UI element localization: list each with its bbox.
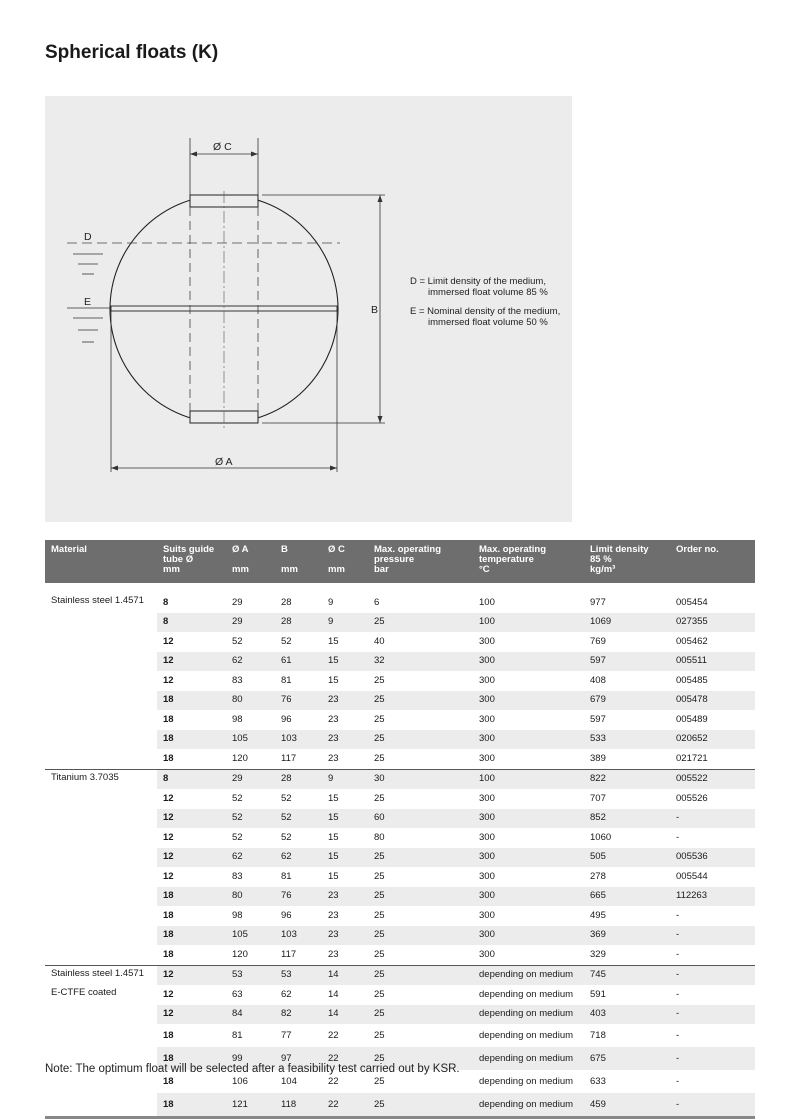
table-cell: 23: [328, 948, 339, 960]
table-cell: 30: [368, 769, 473, 789]
table-cell: 62: [281, 988, 292, 1000]
table-cell: 104: [281, 1075, 297, 1087]
table-cell: 18: [163, 909, 174, 921]
column-header: Max. operating temperature °C: [473, 540, 584, 583]
table-cell: 597: [584, 652, 670, 672]
table-cell: -: [670, 1093, 755, 1118]
table-cell: 15: [322, 809, 368, 829]
table-body: [45, 583, 755, 1118]
label-d: D: [84, 231, 92, 243]
material-cell: [45, 887, 157, 907]
table-row: [45, 809, 755, 829]
table-cell: depending on medium: [473, 965, 584, 985]
table-row: [45, 632, 755, 652]
table-cell: 665: [584, 887, 670, 907]
table-cell: 96: [281, 909, 292, 921]
table-cell: 52: [275, 809, 322, 829]
material-cell: [45, 926, 157, 946]
table-cell: 117: [281, 948, 297, 960]
table-cell: 14: [322, 1005, 368, 1025]
table-cell: 25: [374, 870, 385, 882]
table-cell: 62: [226, 652, 275, 672]
table-row: [45, 848, 755, 868]
table-cell: 25: [368, 691, 473, 711]
column-header: Limit density 85 % kg/m³: [584, 540, 670, 583]
table-cell: 22: [322, 1047, 368, 1070]
table-cell: 597: [590, 713, 606, 725]
table-cell: 12: [163, 988, 174, 1000]
table-cell: 120: [232, 948, 248, 960]
table-cell: 591: [590, 988, 606, 1000]
material-cell: [45, 1005, 157, 1025]
table-row: [45, 1005, 755, 1025]
table-cell: 300: [473, 848, 584, 868]
table-cell: 61: [275, 652, 322, 672]
table-cell: 15: [328, 792, 339, 804]
table-cell: 300: [479, 674, 495, 686]
table-cell: 12: [163, 635, 174, 647]
table-row: [45, 671, 755, 691]
table-cell: depending on medium: [479, 988, 574, 1000]
table-cell: 769: [590, 635, 606, 647]
table-cell: 52: [281, 635, 292, 647]
table-cell: 18: [163, 1029, 174, 1041]
table-cell: 25: [374, 674, 385, 686]
table-cell: 76: [275, 691, 322, 711]
table-cell: 23: [328, 752, 339, 764]
table-cell: 80: [226, 887, 275, 907]
column-header: Max. operating pressure bar: [368, 540, 473, 583]
table-cell: 52: [226, 809, 275, 829]
label-e: E: [84, 296, 92, 308]
table-cell: 77: [281, 1029, 292, 1041]
table-row: [45, 1024, 755, 1047]
table-cell: 62: [226, 848, 275, 868]
table-cell: 18: [157, 1093, 226, 1118]
table-cell: 12: [157, 965, 226, 985]
table-row: [45, 593, 755, 613]
table-cell: 63: [232, 988, 243, 1000]
table-cell: 18: [163, 948, 174, 960]
table-cell: 112263: [670, 887, 755, 907]
material-cell: [45, 691, 157, 711]
table-cell: 52: [232, 831, 243, 843]
label-c: Ø C: [213, 141, 232, 153]
table-cell: 29: [232, 596, 243, 608]
table-cell: 28: [275, 769, 322, 789]
table-cell: 18: [157, 926, 226, 946]
table-cell: 9: [322, 613, 368, 633]
table-cell: 25: [374, 1075, 385, 1087]
material-cell: [45, 652, 157, 672]
material-cell: [45, 828, 157, 848]
table-cell: 25: [374, 988, 385, 1000]
table-cell: 25: [368, 1005, 473, 1025]
table-cell: 105: [226, 730, 275, 750]
table-cell: 25: [368, 848, 473, 868]
material-cell: Stainless steel 1.4571: [51, 595, 144, 606]
table-cell: 23: [322, 926, 368, 946]
table-cell: 52: [281, 831, 292, 843]
table-cell: 25: [368, 730, 473, 750]
footnote: Note: The optimum float will be selected after a feasibility test carried out by KSR.: [45, 1063, 460, 1075]
table-cell: 23: [328, 909, 339, 921]
table-cell: depending on medium: [473, 1005, 584, 1025]
table-cell: 81: [281, 674, 292, 686]
table-row: [45, 789, 755, 809]
table-cell: 15: [322, 652, 368, 672]
column-header: Material: [45, 540, 157, 583]
table-cell: 100: [473, 613, 584, 633]
column-header: Ø A mm: [226, 540, 275, 583]
table-row: [45, 1093, 755, 1118]
table-cell: -: [676, 988, 680, 1000]
table-cell: 28: [275, 613, 322, 633]
table-cell: depending on medium: [479, 1029, 574, 1041]
table-cell: 300: [473, 730, 584, 750]
table-cell: 12: [163, 870, 174, 882]
table-cell: 25: [374, 948, 385, 960]
material-cell: [45, 945, 157, 965]
table-cell: 100: [479, 596, 495, 608]
table-cell: 12: [163, 831, 174, 843]
table-cell: -: [676, 1029, 680, 1041]
table-cell: 97: [275, 1047, 322, 1070]
table-cell: 15: [328, 635, 339, 647]
table-cell: 80: [374, 831, 385, 843]
table-cell: 53: [275, 965, 322, 985]
table-row: [45, 906, 755, 926]
table-cell: 98: [232, 909, 243, 921]
table-cell: 76: [275, 887, 322, 907]
table-cell: 8: [157, 769, 226, 789]
material-cell: [45, 867, 157, 887]
table-cell: 005544: [676, 870, 708, 882]
table-cell: -: [670, 1047, 755, 1070]
table-row: [45, 749, 755, 769]
table-cell: 505: [584, 848, 670, 868]
table-cell: 15: [322, 848, 368, 868]
table-cell: 300: [479, 792, 495, 804]
table-cell: 977: [590, 596, 606, 608]
table-cell: -: [670, 926, 755, 946]
table-cell: 369: [584, 926, 670, 946]
material-cell: [45, 809, 157, 829]
table-cell: 329: [590, 948, 606, 960]
table-cell: 459: [584, 1093, 670, 1118]
table-cell: 005478: [670, 691, 755, 711]
table-cell: 99: [226, 1047, 275, 1070]
table-cell: 389: [590, 752, 606, 764]
table-cell: -: [670, 809, 755, 829]
table-cell: 707: [590, 792, 606, 804]
table-cell: 83: [232, 674, 243, 686]
table-cell: 005462: [676, 635, 708, 647]
table-cell: 005485: [676, 674, 708, 686]
table-row: [45, 730, 755, 750]
table-cell: 12: [157, 1005, 226, 1025]
table-cell: 106: [232, 1075, 248, 1087]
table-row: [45, 965, 755, 985]
table-cell: 300: [479, 752, 495, 764]
table-cell: 300: [473, 926, 584, 946]
table-cell: 679: [584, 691, 670, 711]
table-cell: 18: [157, 691, 226, 711]
table-cell: 533: [584, 730, 670, 750]
table-cell: 718: [590, 1029, 606, 1041]
table-cell: 25: [368, 887, 473, 907]
table-cell: 852: [584, 809, 670, 829]
table-cell: 25: [374, 1029, 385, 1041]
column-header: Order no.: [670, 540, 755, 583]
table-cell: 005522: [670, 769, 755, 789]
table-row: [45, 985, 755, 1005]
table-row: [45, 945, 755, 965]
table-cell: 25: [368, 1093, 473, 1118]
table-cell: 9: [322, 769, 368, 789]
table-cell: -: [676, 948, 680, 960]
table-cell: 633: [590, 1075, 606, 1087]
table-cell: 84: [226, 1005, 275, 1025]
table-row: [45, 887, 755, 907]
table-cell: 005511: [670, 652, 755, 672]
table-cell: 81: [232, 1029, 243, 1041]
table-cell: 83: [232, 870, 243, 882]
table-cell: 005536: [670, 848, 755, 868]
table-cell: 80: [226, 691, 275, 711]
table-cell: 52: [232, 792, 243, 804]
table-cell: 18: [157, 730, 226, 750]
material-cell: [45, 1024, 157, 1047]
table-cell: 15: [328, 674, 339, 686]
table-cell: 117: [281, 752, 297, 764]
material-cell: [45, 613, 157, 633]
material-cell: [45, 1093, 157, 1118]
table-cell: 8: [157, 613, 226, 633]
table-cell: 23: [328, 713, 339, 725]
table-cell: 9: [328, 596, 334, 608]
table-cell: 18: [163, 1075, 174, 1087]
table-cell: 12: [157, 809, 226, 829]
table-cell: depending on medium: [479, 1075, 574, 1087]
table-cell: 23: [322, 691, 368, 711]
legend-item-e: E = Nominal density of the medium, immersed float volume 50 %: [410, 306, 561, 328]
table-cell: 60: [368, 809, 473, 829]
table-cell: -: [670, 1005, 755, 1025]
table-cell: 22: [322, 1093, 368, 1118]
table-cell: 300: [473, 887, 584, 907]
table-cell: 25: [368, 1047, 473, 1070]
table-cell: 18: [157, 1047, 226, 1070]
material-cell: E-CTFE coated: [51, 987, 117, 998]
table-cell: 25: [374, 792, 385, 804]
table-cell: 12: [163, 792, 174, 804]
table-cell: 23: [322, 730, 368, 750]
material-cell: [45, 671, 157, 691]
table-cell: 40: [374, 635, 385, 647]
table-cell: 300: [473, 691, 584, 711]
table-cell: 300: [479, 713, 495, 725]
table-cell: 121: [226, 1093, 275, 1118]
table-cell: 22: [328, 1029, 339, 1041]
table-cell: -: [676, 831, 680, 843]
table-row: [45, 691, 755, 711]
table-cell: 14: [328, 988, 339, 1000]
material-cell: Titanium 3.7035: [45, 769, 157, 789]
table-cell: 300: [479, 635, 495, 647]
page-title: Spherical floats (K): [45, 42, 219, 63]
table-cell: -: [676, 909, 680, 921]
material-cell: [45, 906, 157, 926]
table-row: [45, 613, 755, 633]
table-cell: 005489: [676, 713, 708, 725]
table-cell: 25: [368, 613, 473, 633]
table-cell: 495: [590, 909, 606, 921]
table-row: [45, 710, 755, 730]
table-cell: 100: [473, 769, 584, 789]
table-cell: 408: [590, 674, 606, 686]
table-cell: depending on medium: [473, 1093, 584, 1118]
table-cell: 98: [232, 713, 243, 725]
table-cell: 300: [473, 809, 584, 829]
table-cell: 96: [281, 713, 292, 725]
table-cell: 1060: [590, 831, 612, 843]
table-cell: 12: [157, 848, 226, 868]
table-cell: 021721: [676, 752, 708, 764]
table-cell: 300: [473, 652, 584, 672]
table-cell: 005526: [676, 792, 708, 804]
table-cell: 1069: [584, 613, 670, 633]
table-cell: 120: [232, 752, 248, 764]
table-cell: 278: [590, 870, 606, 882]
table-cell: 027355: [670, 613, 755, 633]
table-cell: 82: [275, 1005, 322, 1025]
table-cell: 25: [368, 965, 473, 985]
table-cell: 29: [226, 613, 275, 633]
table-row: [45, 652, 755, 672]
label-a: Ø A: [215, 456, 233, 468]
table-cell: 53: [226, 965, 275, 985]
diagram-legend: [410, 276, 560, 336]
table-cell: 403: [584, 1005, 670, 1025]
material-cell: [45, 749, 157, 769]
table-cell: 300: [479, 909, 495, 921]
table-cell: 52: [232, 635, 243, 647]
table-cell: 15: [328, 870, 339, 882]
table-cell: 12: [157, 652, 226, 672]
column-header: Ø C mm: [322, 540, 368, 583]
table-cell: 81: [281, 870, 292, 882]
table-cell: 18: [163, 752, 174, 764]
table-row: [45, 828, 755, 848]
table-cell: depending on medium: [473, 1047, 584, 1070]
table-cell: 25: [374, 752, 385, 764]
table-cell: 745: [584, 965, 670, 985]
table-cell: 12: [163, 674, 174, 686]
table-cell: 25: [368, 926, 473, 946]
table-row: [45, 867, 755, 887]
material-cell: [45, 730, 157, 750]
label-b: B: [371, 304, 379, 316]
table-row: [45, 769, 755, 789]
table-cell: 18: [157, 887, 226, 907]
table-cell: 005454: [676, 596, 708, 608]
table-cell: 105: [226, 926, 275, 946]
table-cell: 29: [226, 769, 275, 789]
table-cell: 118: [275, 1093, 322, 1118]
table-cell: 020652: [670, 730, 755, 750]
table-cell: 23: [322, 887, 368, 907]
table-cell: 25: [374, 713, 385, 725]
table-cell: 822: [584, 769, 670, 789]
table-cell: 300: [479, 831, 495, 843]
column-header: B mm: [275, 540, 322, 583]
table-cell: 103: [275, 730, 322, 750]
table-cell: 25: [374, 909, 385, 921]
column-header: Suits guide tube Ø mm: [157, 540, 226, 583]
table-cell: 300: [479, 870, 495, 882]
float-spec-table: [45, 540, 755, 1119]
table-header-row: [45, 540, 755, 583]
table-cell: -: [670, 965, 755, 985]
table-cell: 15: [328, 831, 339, 843]
table-cell: -: [676, 1075, 680, 1087]
material-cell: [45, 632, 157, 652]
table-cell: 8: [163, 596, 169, 608]
material-cell: [45, 848, 157, 868]
material-cell: [45, 789, 157, 809]
table-cell: 300: [479, 948, 495, 960]
table-row: [45, 926, 755, 946]
table-cell: 22: [328, 1075, 339, 1087]
table-cell: 28: [281, 596, 292, 608]
table-cell: 14: [322, 965, 368, 985]
material-cell: Stainless steel 1.4571: [45, 965, 157, 985]
table-cell: 675: [584, 1047, 670, 1070]
table-cell: 6: [374, 596, 380, 608]
table-cell: 52: [281, 792, 292, 804]
table-cell: 62: [275, 848, 322, 868]
table-cell: 18: [163, 713, 174, 725]
table-cell: 32: [368, 652, 473, 672]
material-cell: [45, 710, 157, 730]
table-cell: 103: [275, 926, 322, 946]
legend-item-d: D = Limit density of the medium, immersed float volume 85 %: [410, 276, 548, 298]
